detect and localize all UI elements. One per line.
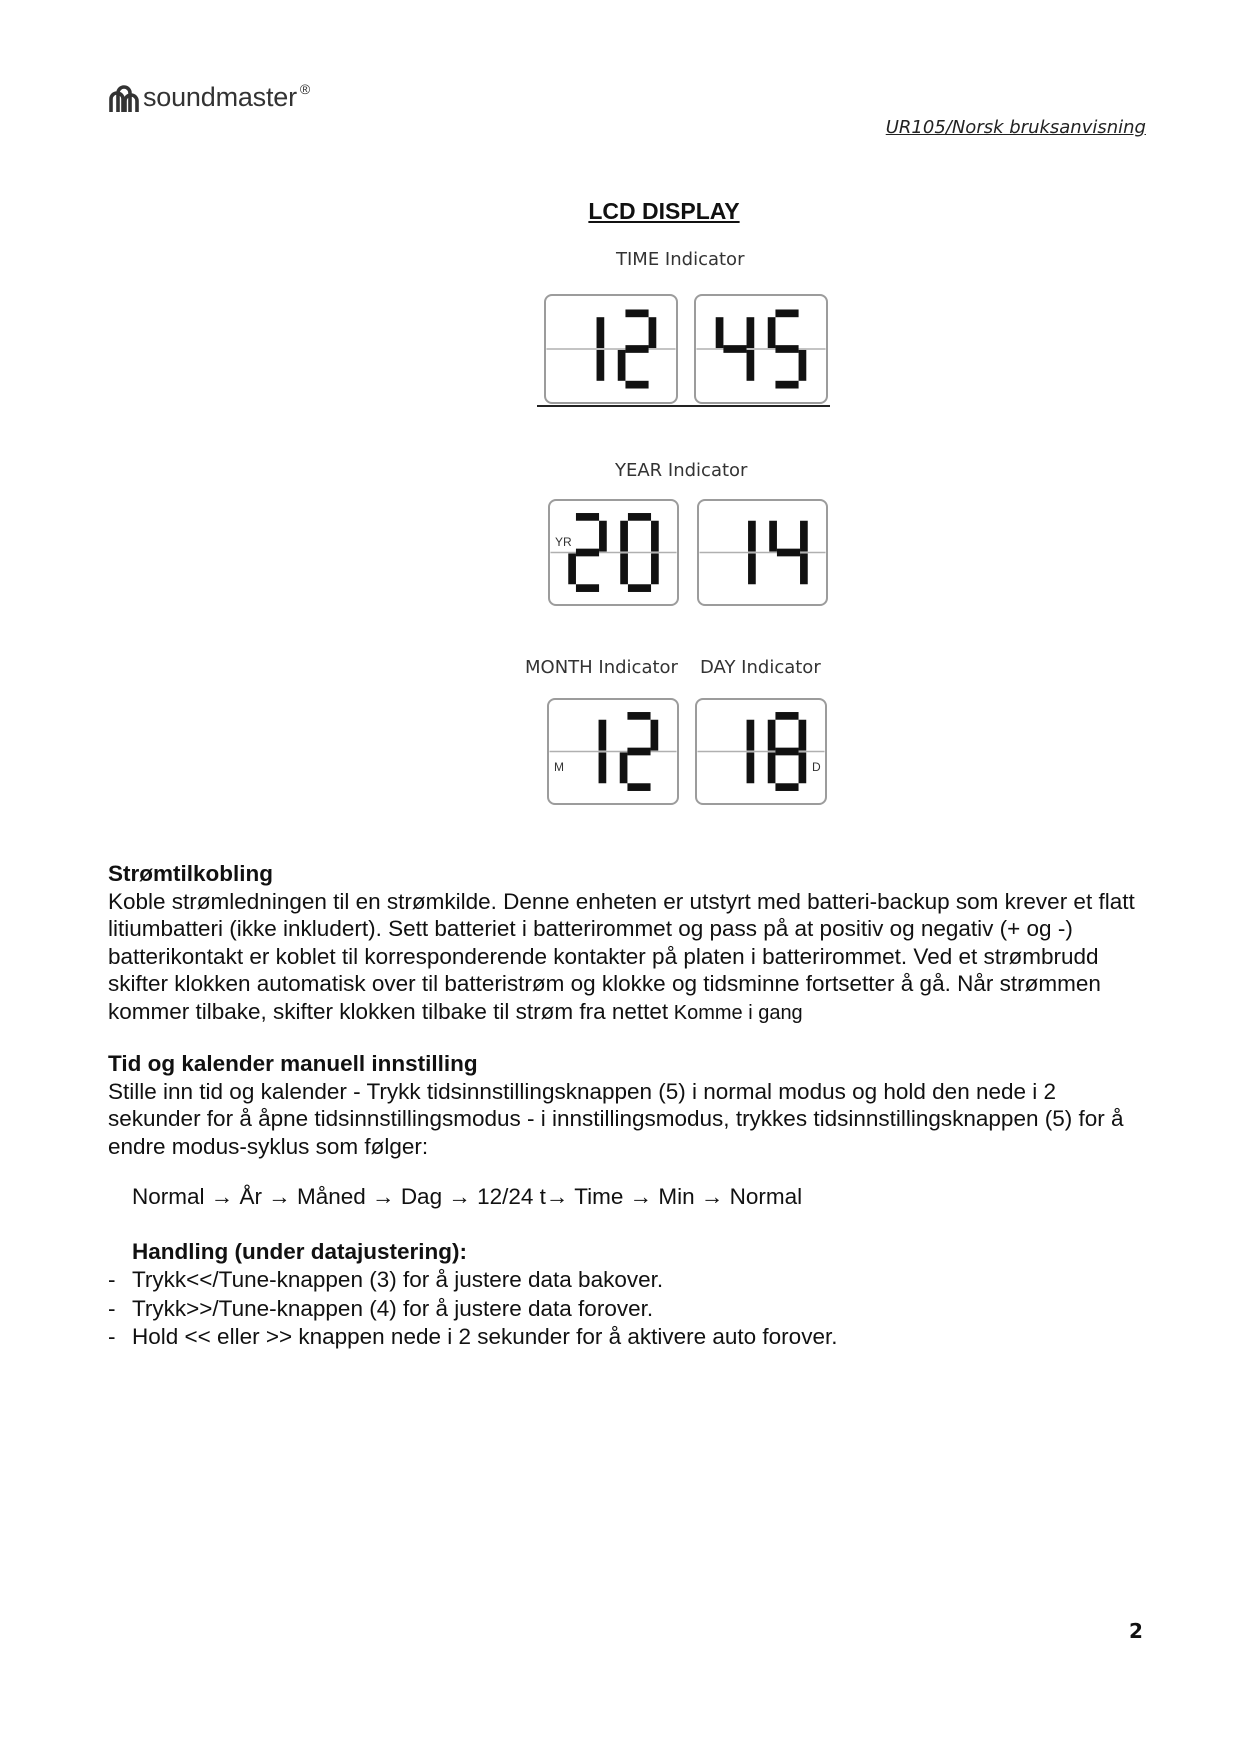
lcd-segment-f	[768, 720, 776, 751]
month-tile	[547, 698, 679, 805]
lcd-segment-g	[723, 345, 746, 353]
lcd-segment-a	[775, 712, 798, 720]
time-indicator-label: TIME Indicator	[616, 249, 745, 270]
day-digits	[697, 700, 825, 803]
lcd-segment-b	[651, 720, 659, 751]
lcd-segment-b	[597, 317, 605, 348]
lcd-segment-c	[599, 752, 607, 783]
lcd-segment-d	[627, 783, 650, 791]
handling-bullet-text: Trykk<</Tune-knappen (3) for å justere data bakover.	[132, 1267, 664, 1292]
time-setting-heading: Tid og kalender manuell innstilling	[108, 1051, 478, 1076]
handling-bullet-text: Trykk>>/Tune-knappen (4) for å justere data forover.	[132, 1295, 654, 1321]
day-indicator-label: DAY Indicator	[700, 657, 821, 678]
lcd-segment-f	[768, 317, 776, 348]
list-item: - Hold << eller >> knappen nede i 2 sekunder for å aktivere auto forover.	[108, 1323, 1148, 1352]
lcd-segment-c	[799, 350, 807, 381]
lcd-segment-d	[628, 584, 651, 592]
lcd-segment-c	[651, 553, 659, 584]
time-underline	[537, 405, 830, 407]
lcd-segment-b	[747, 317, 755, 348]
day-tag: D	[812, 760, 821, 774]
handling-bullet-text: Hold << eller >> knappen nede i 2 sekunder for å aktivere auto forover.	[132, 1324, 838, 1349]
lcd-segment-e	[620, 553, 628, 584]
lcd-segment-a	[625, 309, 648, 317]
lcd-segment-g	[627, 748, 650, 756]
lcd-segment-e	[768, 752, 776, 783]
time-hours-tile	[544, 294, 678, 404]
lcd-segment-a	[627, 712, 650, 720]
power-body	[108, 888, 1148, 1028]
time-minutes-digits	[696, 296, 826, 402]
month-tag: M	[554, 760, 564, 774]
lcd-segment-c	[748, 553, 756, 584]
lcd-segment-a	[775, 309, 798, 317]
lcd-segment-g	[576, 549, 599, 557]
power-section	[108, 860, 1148, 1027]
lcd-segment-f	[716, 317, 724, 348]
lcd-segment-f	[620, 521, 628, 552]
lcd-segment-b	[747, 720, 755, 751]
handling-list	[108, 1266, 1148, 1352]
year-low-digits	[699, 501, 826, 604]
lcd-segment-b	[599, 720, 607, 751]
time-setting-section	[108, 1050, 1148, 1160]
month-indicator-label: MONTH Indicator	[525, 657, 678, 678]
time-minutes-tile	[694, 294, 828, 404]
soundmaster-logo-icon	[108, 83, 140, 113]
lcd-segment-e	[568, 553, 576, 584]
lcd-segment-d	[775, 381, 798, 389]
lcd-segment-a	[576, 513, 599, 521]
power-body-tail: Komme i gang	[668, 1001, 803, 1024]
lcd-segment-c	[800, 553, 808, 584]
year-tag: YR	[555, 535, 572, 549]
lcd-segment-b	[599, 521, 607, 552]
document-reference: UR105/Norsk bruksanvisning	[885, 117, 1146, 138]
year-high-tile	[548, 499, 679, 606]
lcd-segment-b	[649, 317, 657, 348]
lcd-segment-g	[775, 748, 798, 756]
page-number: 2	[1129, 1619, 1143, 1643]
lcd-segment-e	[620, 752, 628, 783]
year-high-digits	[550, 501, 677, 604]
time-setting-body: Stille inn tid og kalender - Trykk tidsinnstillingsknappen (5) i normal modus og hold den nede i 2 sekunder for å åpne tidsinnstillingsmodus - i innstillingsmodus, trykkes tidsinnstillingsknappen (5) for å endre modus-syklus som følger:	[108, 1078, 1124, 1159]
power-heading: Strømtilkobling	[108, 861, 273, 886]
registered-mark: ®	[299, 80, 311, 97]
lcd-segment-c	[597, 350, 605, 381]
lcd-segment-g	[777, 549, 800, 557]
month-digits	[549, 700, 677, 803]
lcd-segment-e	[618, 350, 626, 381]
brand-logo	[108, 82, 310, 113]
lcd-segment-g	[775, 345, 798, 353]
lcd-segment-d	[625, 381, 648, 389]
lcd-segment-b	[799, 720, 807, 751]
power-body-text: Koble strømledningen til en strømkilde. Denne enheten er utstyrt med batteri-backup som krever et flatt litiumbatteri (ikke inkludert). Sett batteriet i batterirommet og pass på at positiv og negativ (+ og -) batterikontakt er koblet til korresponderende kontakter på platen i batterirommet. Ved et strømbrudd skifter klokken automatisk over til batteristrøm og klokke og tidsminne fortsetter å gå. Når strømmen kommer tilbake, skifter klokken tilbake til strøm fra nettet	[108, 888, 1135, 1024]
brand-name: soundmaster	[143, 82, 297, 112]
lcd-segment-c	[747, 752, 755, 783]
list-item: - Trykk>>/Tune-knappen (4) for å justere data forover.	[108, 1295, 1148, 1324]
lcd-segment-b	[748, 521, 756, 552]
lcd-segment-b	[651, 521, 659, 552]
lcd-segment-c	[799, 752, 807, 783]
list-item: - Trykk<</Tune-knappen (3) for å justere data bakover.	[108, 1266, 1148, 1295]
lcd-segment-f	[769, 521, 777, 552]
lcd-segment-d	[576, 584, 599, 592]
year-low-tile	[697, 499, 828, 606]
year-indicator-label: YEAR Indicator	[615, 460, 748, 481]
lcd-segment-b	[800, 521, 808, 552]
lcd-segment-d	[775, 783, 798, 791]
lcd-segment-c	[747, 350, 755, 381]
handling-heading: Handling (under datajustering):	[132, 1239, 467, 1264]
lcd-section-title: LCD DISPLAY	[588, 198, 740, 224]
day-tile	[695, 698, 827, 805]
lcd-segment-g	[625, 345, 648, 353]
time-hours-digits	[546, 296, 676, 402]
lcd-segment-a	[628, 513, 651, 521]
mode-cycle: Normal → År → Måned → Dag → 12/24 t→ Time → Min → Normal	[132, 1184, 803, 1209]
